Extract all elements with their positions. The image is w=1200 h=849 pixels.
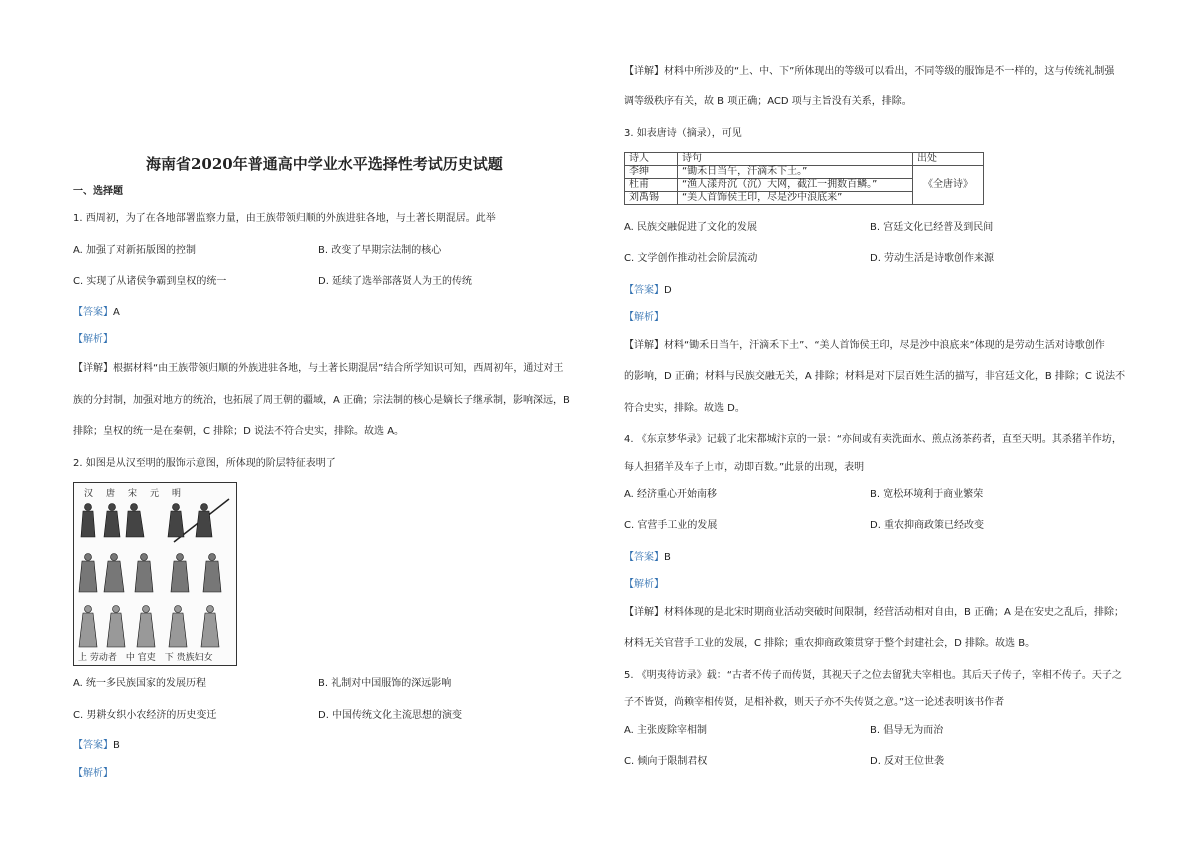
q1-detail-line2: 族的分封制，加强对地方的统治，也拓展了周王朝的疆域，A 正确；宗法制的核心是嫡长子继承制，影响深远，B — [73, 395, 570, 406]
source-cell: 《全唐诗》 — [913, 166, 984, 205]
q2-stem: 2. 如图是从汉至明的服饰示意图，所体现的阶层特征表明了 — [73, 458, 336, 469]
poet-cell: 刘禹锡 — [625, 192, 678, 205]
table-row — [625, 166, 984, 179]
q4-option-d: D. 重农抑商政策已经改变 — [870, 520, 985, 531]
q1-stem: 1. 西周初，为了在各地部署监察力量，由王族带领归顺的外族进驻各地，与土著长期混居。此举 — [73, 213, 496, 224]
figure-row-legend: 上 劳动者 中 官吏 下 贵族妇女 — [78, 653, 213, 663]
q5-option-d: D. 反对王位世袭 — [870, 756, 945, 767]
costume-figure — [73, 482, 237, 666]
noblewoman-figures — [79, 606, 219, 648]
q3-analysis-tag: 【解析】 — [624, 312, 664, 323]
q3-option-a: A. 民族交融促进了文化的发展 — [624, 222, 758, 233]
poem-line-cell: “锄禾日当午，汗滴禾下土。” — [678, 166, 913, 179]
detail-tag: 【详解】 — [624, 340, 664, 351]
q1-detail-line1 — [73, 362, 563, 376]
answer-value: A — [113, 307, 120, 318]
q4-option-c: C. 官营手工业的发展 — [624, 520, 718, 531]
q3-detail-line2: 的影响，D 正确；材料与民族交融无关，A 排除；材料是对下层百姓生活的描写，非宫廷文化，B 排除；C 说法不 — [624, 371, 1126, 382]
q4-option-b: B. 宽松环境利于商业繁荣 — [870, 489, 984, 500]
q4-detail-line1 — [624, 606, 1124, 620]
section-heading: 一、选择题 — [73, 186, 123, 197]
q3-detail-line1 — [624, 339, 1105, 353]
q1-answer — [73, 306, 120, 320]
q3-option-b: B. 宫廷文化已经普及到民间 — [870, 222, 994, 233]
q5-option-b: B. 倡导无为而治 — [870, 725, 944, 736]
q1-analysis-tag: 【解析】 — [73, 334, 113, 345]
worker-figures — [81, 504, 212, 538]
q2-option-d: D. 中国传统文化主流思想的演变 — [318, 710, 463, 721]
official-figures — [79, 554, 221, 593]
detail-text: 材料“锄禾日当午，汗滴禾下土”、“美人首饰侯王印，尽是沙中浪底来”体现的是劳动生活对诗歌创作 — [664, 340, 1105, 351]
q2-analysis-tag: 【解析】 — [73, 768, 113, 779]
poem-line-cell: “美人首饰侯王印，尽是沙中浪底来” — [678, 192, 913, 205]
q4-detail-line2: 材料无关官营手工业的发展，C 排除；重农抑商政策贯穿于整个封建社会，D 排除。故选 B。 — [624, 638, 1036, 649]
answer-value: B — [664, 552, 671, 563]
answer-tag: 【答案】 — [624, 285, 664, 296]
q2-detail-line1 — [624, 65, 1114, 79]
q3-detail-line3: 符合史实，排除。故选 D。 — [624, 403, 745, 414]
table-header-cell: 诗人 — [625, 153, 678, 166]
poem-line-cell: “渔人漾舟沉（沉）大网，截江一拥数百鳞。” — [678, 179, 913, 192]
table-header-row — [625, 153, 984, 166]
table-header-cell: 出处 — [913, 153, 984, 166]
q3-stem: 3. 如表唐诗（摘录），可见 — [624, 128, 742, 139]
q2-option-b: B. 礼制对中国服饰的深远影响 — [318, 678, 452, 689]
page-title: 海南省2020年普通高中学业水平选择性考试历史试题 — [146, 155, 503, 173]
answer-tag: 【答案】 — [73, 307, 113, 318]
q4-analysis-tag: 【解析】 — [624, 579, 664, 590]
detail-text: 根据材料“由王族带领归顺的外族进驻各地，与土著长期混居”结合所学知识可知，西周初年，通过对王 — [113, 363, 564, 374]
q2-option-a: A. 统一多民族国家的发展历程 — [73, 678, 207, 689]
q5-stem-line2: 子不皆贤，尚赖宰相传贤，足相补救，则天子亦不失传贤之意。”这一论述表明该书作者 — [624, 697, 1005, 708]
answer-value: B — [113, 740, 120, 751]
q4-stem-line2: 每人担猪羊及车子上市，动即百数。”此景的出现，表明 — [624, 462, 865, 473]
poet-cell: 李绅 — [625, 166, 678, 179]
q1-option-c: C. 实现了从诸侯争霸到皇权的统一 — [73, 276, 227, 287]
costume-illustration — [74, 497, 236, 657]
poem-table — [624, 152, 984, 205]
q1-option-b: B. 改变了早期宗法制的核心 — [318, 245, 442, 256]
q5-option-a: A. 主张废除宰相制 — [624, 725, 708, 736]
poet-cell: 杜甫 — [625, 179, 678, 192]
q4-answer — [624, 551, 671, 565]
q1-detail-line3: 排除；皇权的统一是在秦朝，C 排除；D 说法不符合史实，排除。故选 A。 — [73, 426, 405, 437]
detail-text: 材料中所涉及的“上、中、下”所体现出的等级可以看出，不同等级的服饰是不一样的，这与传统礼制强 — [664, 66, 1115, 77]
q2-option-c: C. 男耕女织小农经济的历史变迁 — [73, 710, 217, 721]
q1-option-a: A. 加强了对新拓版图的控制 — [73, 245, 197, 256]
detail-tag: 【详解】 — [624, 66, 664, 77]
answer-tag: 【答案】 — [73, 740, 113, 751]
q4-option-a: A. 经济重心开始南移 — [624, 489, 718, 500]
q2-detail-line2: 调等级秩序有关，故 B 项正确；ACD 项与主旨没有关系，排除。 — [624, 96, 912, 107]
detail-tag: 【详解】 — [624, 607, 664, 618]
answer-value: D — [664, 285, 672, 296]
detail-text: 材料体现的是北宋时期商业活动突破时间限制，经营活动相对自由，B 正确；A 是在安史之乱后，排除； — [664, 607, 1125, 618]
q5-option-c: C. 倾向于限制君权 — [624, 756, 708, 767]
q3-option-d: D. 劳动生活是诗歌创作来源 — [870, 253, 995, 264]
answer-tag: 【答案】 — [624, 552, 664, 563]
q4-stem-line1: 4. 《东京梦华录》记载了北宋都城汴京的一景：“亦间或有卖洗面水、煎点汤茶药者，直至天明。其杀猪羊作坊， — [624, 434, 1122, 445]
q5-stem-line1: 5. 《明夷待访录》载：“古者不传子而传贤，其视天子之位去留犹夫宰相也。其后天子传子，宰相不传子。天子之 — [624, 670, 1122, 681]
detail-tag: 【详解】 — [73, 363, 113, 374]
figure-dynasty-labels: 汉 唐 宋 元 明 — [84, 489, 184, 499]
q3-answer — [624, 284, 672, 298]
table-header-cell: 诗句 — [678, 153, 913, 166]
q3-option-c: C. 文学创作推动社会阶层流动 — [624, 253, 758, 264]
q2-answer — [73, 739, 120, 753]
q1-option-d: D. 延续了选举部落贤人为王的传统 — [318, 276, 473, 287]
